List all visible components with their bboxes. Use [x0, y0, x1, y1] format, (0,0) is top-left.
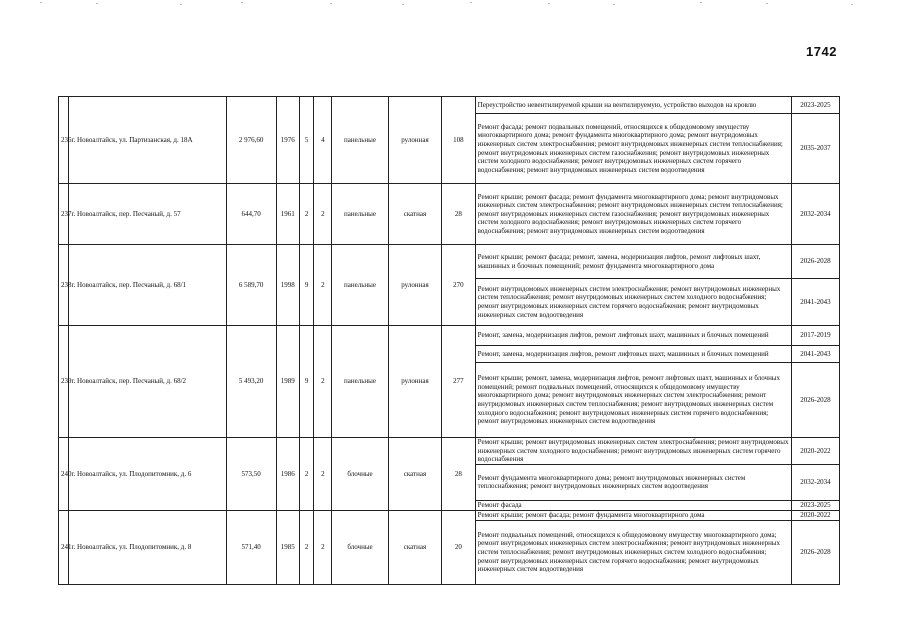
scan-dot — [613, 4, 615, 5]
row-number-cell: 236 — [59, 97, 69, 184]
address-cell: г. Новоалтайск, ул. Партизанская, д. 18А — [69, 97, 226, 184]
work-description-cell: Ремонт подвальных помещений, относящихся к общедомовому имуществу многоквартирного дома; ремонт внутридомовых инженерных систем электроснабжения; ремонт внутридомовых инженерных систем теплоснабжения; ремонт внутридомовых инженерных систем холодного водоснабжения; ремонт внутридомовых инженерных систем горячего водоснабжения; ремонт внутридомовых инженерных систем водоотведения — [475, 520, 791, 584]
roof-type-cell: скатная — [388, 438, 441, 511]
roof-type-cell: рулонная — [388, 326, 441, 438]
total-area-cell: 6 589,70 — [226, 245, 276, 326]
work-description-cell: Переустройство невентилируемой крыши на вентилируемую, устройство выходов на кровлю — [475, 97, 791, 114]
work-period-cell: 2026-2028 — [791, 363, 839, 438]
work-period-cell: 2032-2034 — [791, 464, 839, 500]
scan-dot — [241, 2, 243, 3]
residents-cell: 277 — [442, 326, 476, 438]
row-number-cell: 237 — [59, 184, 69, 245]
build-year-cell: 1986 — [276, 438, 299, 511]
scan-dot — [700, 2, 702, 3]
work-period-cell: 2017-2019 — [791, 326, 839, 346]
scan-dot — [766, 3, 768, 4]
roof-type-cell: рулонная — [388, 245, 441, 326]
scan-dot — [180, 4, 182, 5]
roof-type-cell: рулонная — [388, 97, 441, 184]
work-description-cell: Ремонт крыши; ремонт фасада; ремонт фундамента многоквартирного дома — [475, 510, 791, 520]
page-number: 1742 — [806, 44, 837, 59]
table-row — [59, 510, 840, 520]
work-description-cell: Ремонт фасада; ремонт подвальных помещений, относящихся к общедомовому имуществу многоквартирного дома; ремонт фундамента многоквартирного дома; ремонт внутридомовых инженерных систем электроснабжения; ремонт внутридомовых инженерных систем теплоснабжения; ремонт внутридомовых инженерных систем газоснабжения; ремонт внутридомовых инженерных систем холодного водоснабжения; ремонт внутридомовых инженерных систем горячего водоснабжения; ремонт внутридомовых инженерных систем водоотведения — [475, 114, 791, 184]
residents-cell: 108 — [442, 97, 476, 184]
table-row — [59, 438, 840, 465]
table-row — [59, 245, 840, 279]
address-cell: г. Новоалтайск, пер. Песчаный, д. 68/1 — [69, 245, 226, 326]
work-description-cell: Ремонт, замена, модернизация лифтов, ремонт лифтовых шахт, машинных и блочных помещений — [475, 326, 791, 346]
work-period-cell: 2023-2025 — [791, 500, 839, 510]
build-year-cell: 1985 — [276, 510, 299, 584]
table-body — [59, 97, 840, 585]
entrances-cell: 2 — [314, 510, 332, 584]
scan-dot — [548, 3, 550, 4]
work-period-cell: 2041-2043 — [791, 346, 839, 363]
work-period-cell: 2035-2037 — [791, 114, 839, 184]
residents-cell: 20 — [442, 510, 476, 584]
work-description-cell: Ремонт крыши; ремонт фасада; ремонт, замена, модернизация лифтов, ремонт лифтовых шахт, машинных и блочных помещений; ремонт фундамента многоквартирного дома — [475, 245, 791, 279]
work-description-cell: Ремонт крыши; ремонт внутридомовых инженерных систем электроснабжения; ремонт внутридомовых инженерных систем холодного водоснабжения; ремонт внутридомовых инженерных систем горячего водоснабжения — [475, 438, 791, 465]
entrances-cell: 2 — [314, 184, 332, 245]
wall-material-cell: панельные — [332, 326, 389, 438]
total-area-cell: 571,40 — [226, 510, 276, 584]
work-description-cell: Ремонт, замена, модернизация лифтов, ремонт лифтовых шахт, машинных и блочных помещений — [475, 346, 791, 363]
entrances-cell: 4 — [314, 97, 332, 184]
row-number-cell: 241 — [59, 510, 69, 584]
wall-material-cell: блочные — [332, 438, 389, 511]
table-row — [59, 326, 840, 346]
wall-material-cell: блочные — [332, 510, 389, 584]
scan-noise — [0, 0, 904, 6]
floors-cell: 5 — [299, 97, 314, 184]
build-year-cell: 1998 — [276, 245, 299, 326]
scan-dot — [470, 2, 472, 3]
work-period-cell: 2020-2022 — [791, 510, 839, 520]
floors-cell: 2 — [299, 184, 314, 245]
floors-cell: 2 — [299, 510, 314, 584]
roof-type-cell: скатная — [388, 510, 441, 584]
table-row — [59, 97, 840, 114]
scan-dot — [851, 4, 853, 5]
scan-dot — [40, 2, 42, 3]
work-period-cell: 2026-2028 — [791, 245, 839, 279]
scan-dot — [402, 4, 404, 5]
floors-cell: 9 — [299, 326, 314, 438]
work-period-cell: 2020-2022 — [791, 438, 839, 465]
repair-schedule-table — [58, 96, 840, 585]
wall-material-cell: панельные — [332, 245, 389, 326]
total-area-cell: 5 493,20 — [226, 326, 276, 438]
entrances-cell: 2 — [314, 326, 332, 438]
work-description-cell: Ремонт фундамента многоквартирного дома; ремонт внутридомовых инженерных систем теплоснабжения; ремонт внутридомовых инженерных систем водоотведения — [475, 464, 791, 500]
address-cell: г. Новоалтайск, пер. Песчаный, д. 68/2 — [69, 326, 226, 438]
scan-dot — [330, 3, 332, 4]
work-description-cell: Ремонт крыши; ремонт фасада; ремонт фундамента многоквартирного дома; ремонт внутридомовых инженерных систем электроснабжения; ремонт внутридомовых инженерных систем теплоснабжения; ремонт внутридомовых инженерных систем газоснабжения; ремонт внутридомовых инженерных систем холодного водоснабжения; ремонт внутридомовых инженерных систем горячего водоснабжения; ремонт внутридомовых инженерных систем водоотведения — [475, 184, 791, 245]
address-cell: г. Новоалтайск, ул. Плодопитомник, д. 6 — [69, 438, 226, 511]
row-number-cell: 240 — [59, 438, 69, 511]
build-year-cell: 1976 — [276, 97, 299, 184]
roof-type-cell: скатная — [388, 184, 441, 245]
work-description-cell: Ремонт фасада — [475, 500, 791, 510]
address-cell: г. Новоалтайск, ул. Плодопитомник, д. 8 — [69, 510, 226, 584]
total-area-cell: 573,50 — [226, 438, 276, 511]
work-description-cell: Ремонт внутридомовых инженерных систем электроснабжения; ремонт внутридомовых инженерных систем теплоснабжения; ремонт внутридомовых инженерных систем холодного водоснабжения; ремонт внутридомовых инженерных систем горячего водоснабжения; ремонт внутридомовых инженерных систем водоотведения — [475, 279, 791, 326]
floors-cell: 2 — [299, 438, 314, 511]
residents-cell: 28 — [442, 438, 476, 511]
entrances-cell: 2 — [314, 438, 332, 511]
build-year-cell: 1961 — [276, 184, 299, 245]
table-row — [59, 184, 840, 245]
build-year-cell: 1989 — [276, 326, 299, 438]
work-period-cell: 2023-2025 — [791, 97, 839, 114]
wall-material-cell: панельные — [332, 97, 389, 184]
residents-cell: 270 — [442, 245, 476, 326]
work-period-cell: 2041-2043 — [791, 279, 839, 326]
row-number-cell: 239 — [59, 326, 69, 438]
entrances-cell: 2 — [314, 245, 332, 326]
row-number-cell: 238 — [59, 245, 69, 326]
residents-cell: 28 — [442, 184, 476, 245]
floors-cell: 9 — [299, 245, 314, 326]
total-area-cell: 644,70 — [226, 184, 276, 245]
work-period-cell: 2026-2028 — [791, 520, 839, 584]
work-period-cell: 2032-2034 — [791, 184, 839, 245]
total-area-cell: 2 976,60 — [226, 97, 276, 184]
work-description-cell: Ремонт крыши; ремонт, замена, модернизация лифтов, ремонт лифтовых шахт, машинных и блочных помещений; ремонт подвальных помещений, относящихся к общедомовому имуществу многоквартирного дома; ремонт внутридомовых инженерных систем электроснабжения; ремонт внутридомовых инженерных систем теплоснабжения; ремонт внутридомовых инженерных систем холодного водоснабжения; ремонт внутридомовых инженерных систем горячего водоснабжения; ремонт внутридомовых инженерных систем водоотведения — [475, 363, 791, 438]
wall-material-cell: панельные — [332, 184, 389, 245]
scan-dot — [96, 3, 98, 4]
address-cell: г. Новоалтайск, пер. Песчаный, д. 57 — [69, 184, 226, 245]
